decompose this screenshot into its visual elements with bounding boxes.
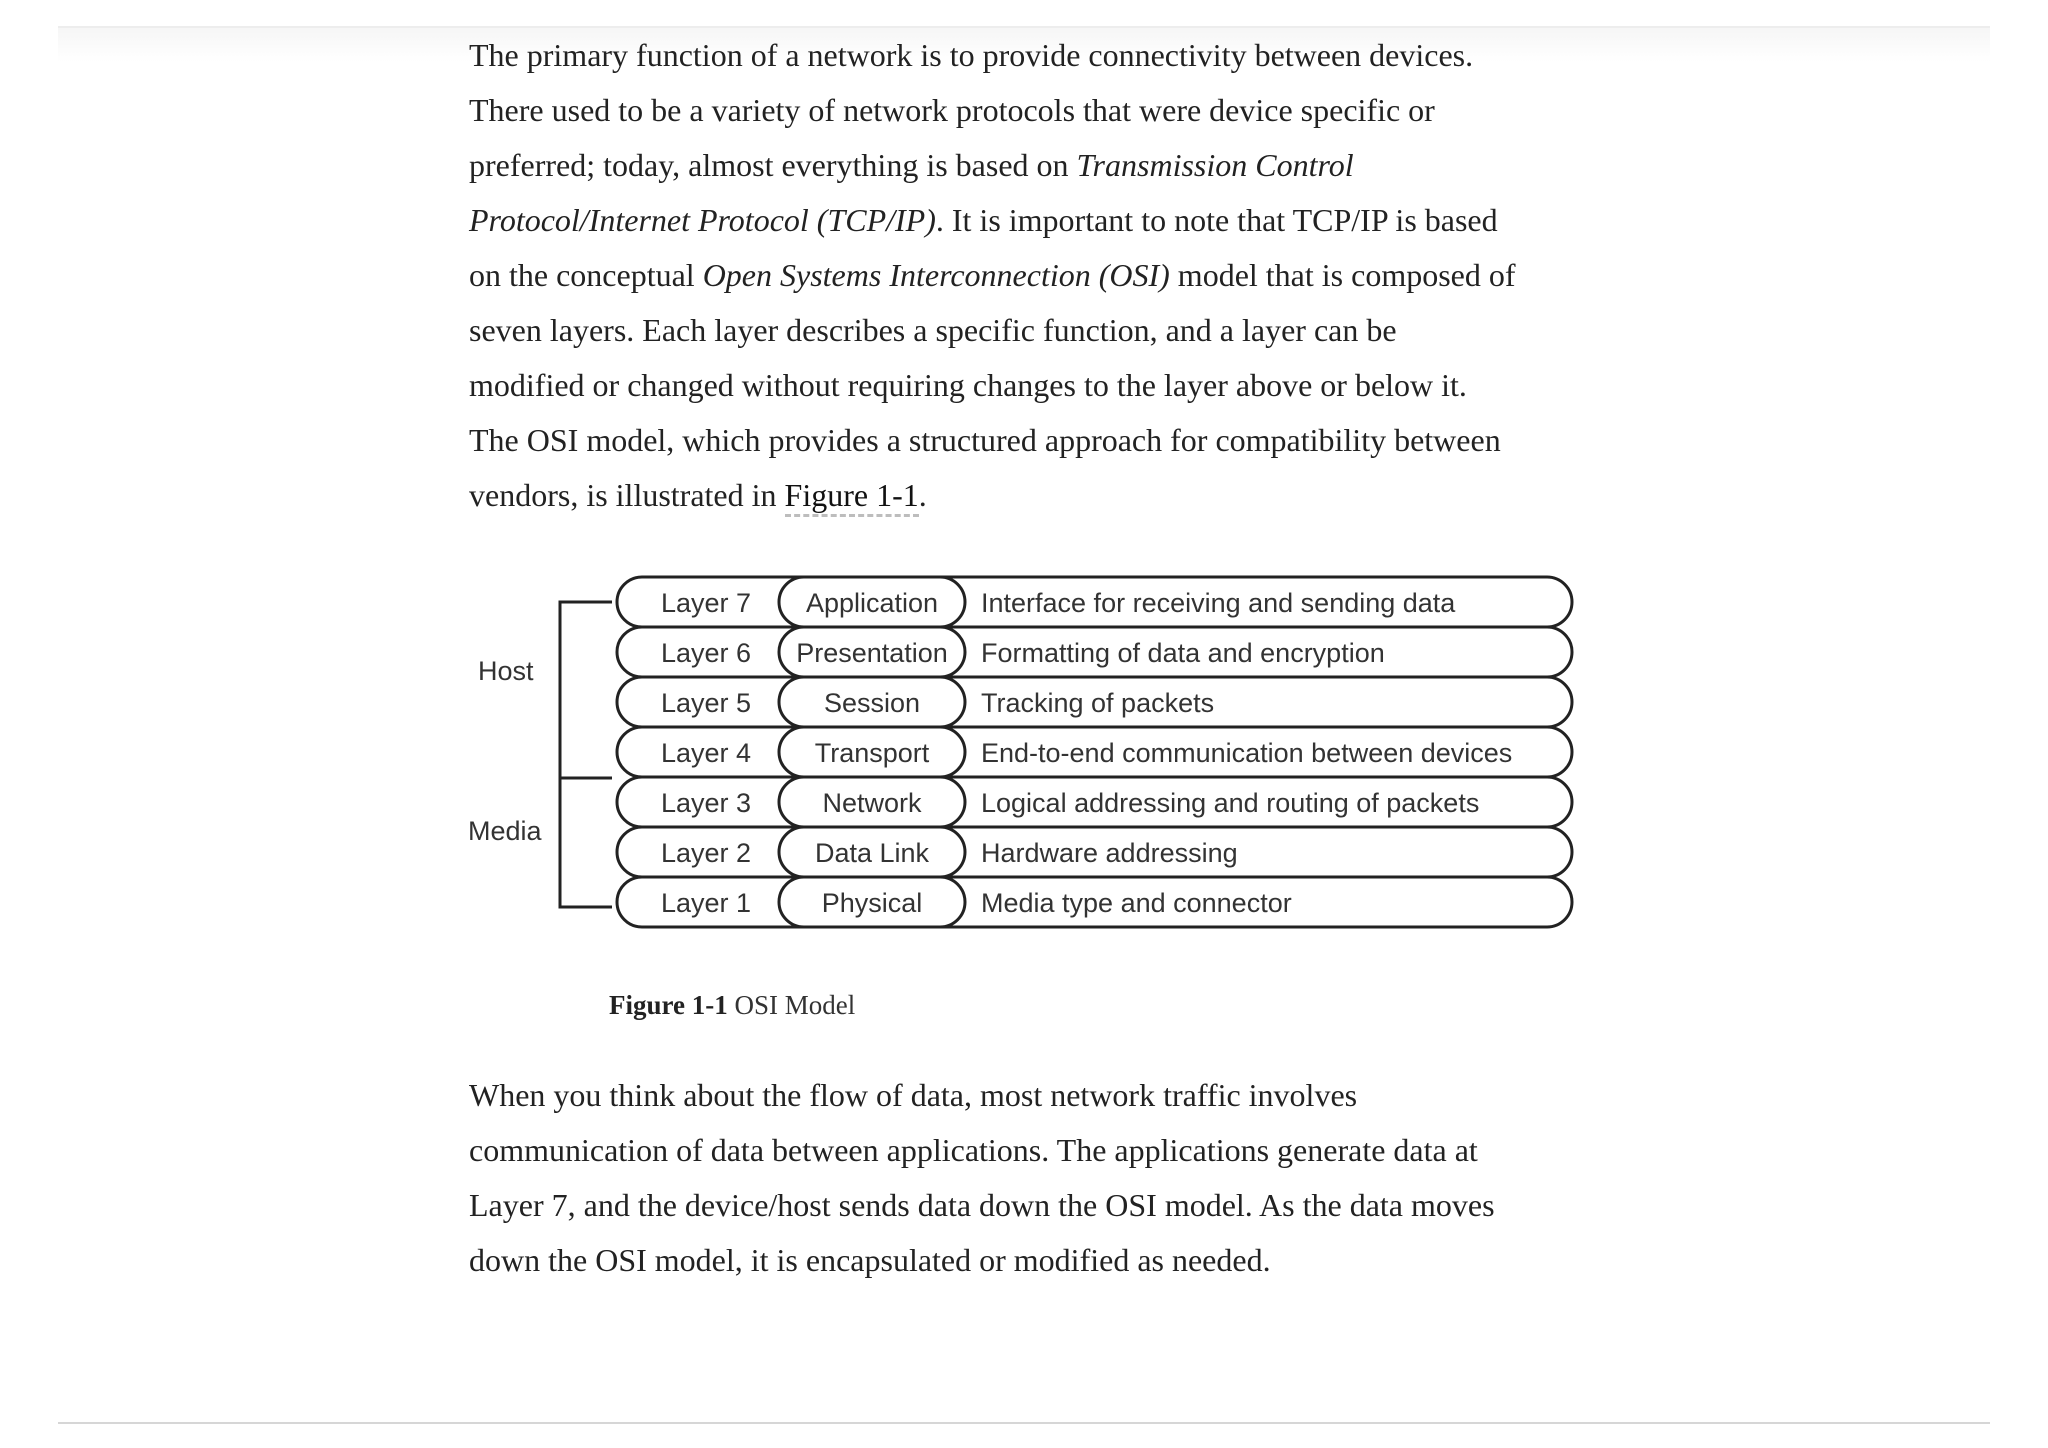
layer-description: Logical addressing and routing of packets — [981, 788, 1480, 818]
figure-caption — [609, 988, 855, 1022]
flow-paragraph — [469, 1068, 1629, 1288]
text-line: The OSI model, which provides a structured approach for compatibility between — [469, 422, 1501, 458]
caption-title: OSI Model — [734, 990, 856, 1020]
text-line: vendors, is illustrated in Figure 1-1. — [469, 468, 1629, 523]
osi-layer-row — [617, 577, 1572, 627]
text-line: There used to be a variety of network protocols that were device specific or — [469, 92, 1435, 128]
layer-description: Formatting of data and encryption — [981, 638, 1385, 668]
layer-description: Interface for receiving and sending data — [981, 588, 1456, 618]
host-media-bracket — [560, 602, 612, 907]
media-label: Media — [468, 816, 542, 846]
text-line: Layer 7, and the device/host sends data down the OSI model. As the data moves — [469, 1187, 1495, 1223]
osi-layer-row — [617, 777, 1572, 827]
figure-1-1-link[interactable]: Figure 1-1 — [785, 477, 919, 517]
text-line: Protocol/Internet Protocol (TCP/IP). It is important to note that TCP/IP is based — [469, 202, 1498, 238]
layer-number: Layer 5 — [660, 688, 752, 718]
osi-layer-row — [617, 627, 1572, 677]
layer-name: Application — [805, 588, 939, 618]
osi-layer-row — [617, 877, 1572, 927]
layer-number: Layer 1 — [660, 888, 752, 918]
layer-name: Session — [823, 688, 921, 718]
layer-description: Tracking of packets — [981, 688, 1215, 718]
bottom-divider — [58, 1422, 1990, 1424]
layer-number: Layer 7 — [660, 588, 752, 618]
layer-description: Hardware addressing — [981, 838, 1238, 868]
osi-layer-row — [617, 677, 1572, 727]
osi-layer-row — [617, 727, 1572, 777]
layer-number: Layer 4 — [660, 738, 752, 768]
host-label: Host — [478, 656, 534, 686]
text-line: communication of data between applications. The applications generate data at — [469, 1132, 1478, 1168]
layer-description: Media type and connector — [981, 888, 1292, 918]
layer-name: Presentation — [796, 638, 948, 668]
caption-label: Figure 1-1 — [609, 990, 728, 1020]
layer-number: Layer 6 — [660, 638, 752, 668]
text-line: modified or changed without requiring changes to the layer above or below it. — [469, 367, 1467, 403]
text-line: on the conceptual Open Systems Interconnection (OSI) model that is composed of — [469, 257, 1516, 293]
osi-layer-rows — [617, 577, 1572, 927]
text-line: down the OSI model, it is encapsulated or modified as needed. — [469, 1242, 1271, 1278]
layer-name: Transport — [814, 738, 930, 768]
text-line: When you think about the flow of data, most network traffic involves — [469, 1077, 1358, 1113]
layer-name: Physical — [821, 888, 923, 918]
layer-name: Network — [822, 788, 922, 818]
osi-layer-row — [617, 827, 1572, 877]
layer-description: End-to-end communication between devices — [981, 738, 1513, 768]
layer-number: Layer 2 — [660, 838, 752, 868]
layer-number: Layer 3 — [660, 788, 752, 818]
text-line: The primary function of a network is to provide connectivity between devices. — [469, 37, 1474, 73]
text-line: seven layers. Each layer describes a specific function, and a layer can be — [469, 312, 1397, 348]
text-line: preferred; today, almost everything is based on Transmission Control — [469, 147, 1354, 183]
layer-name: Data Link — [814, 838, 930, 868]
